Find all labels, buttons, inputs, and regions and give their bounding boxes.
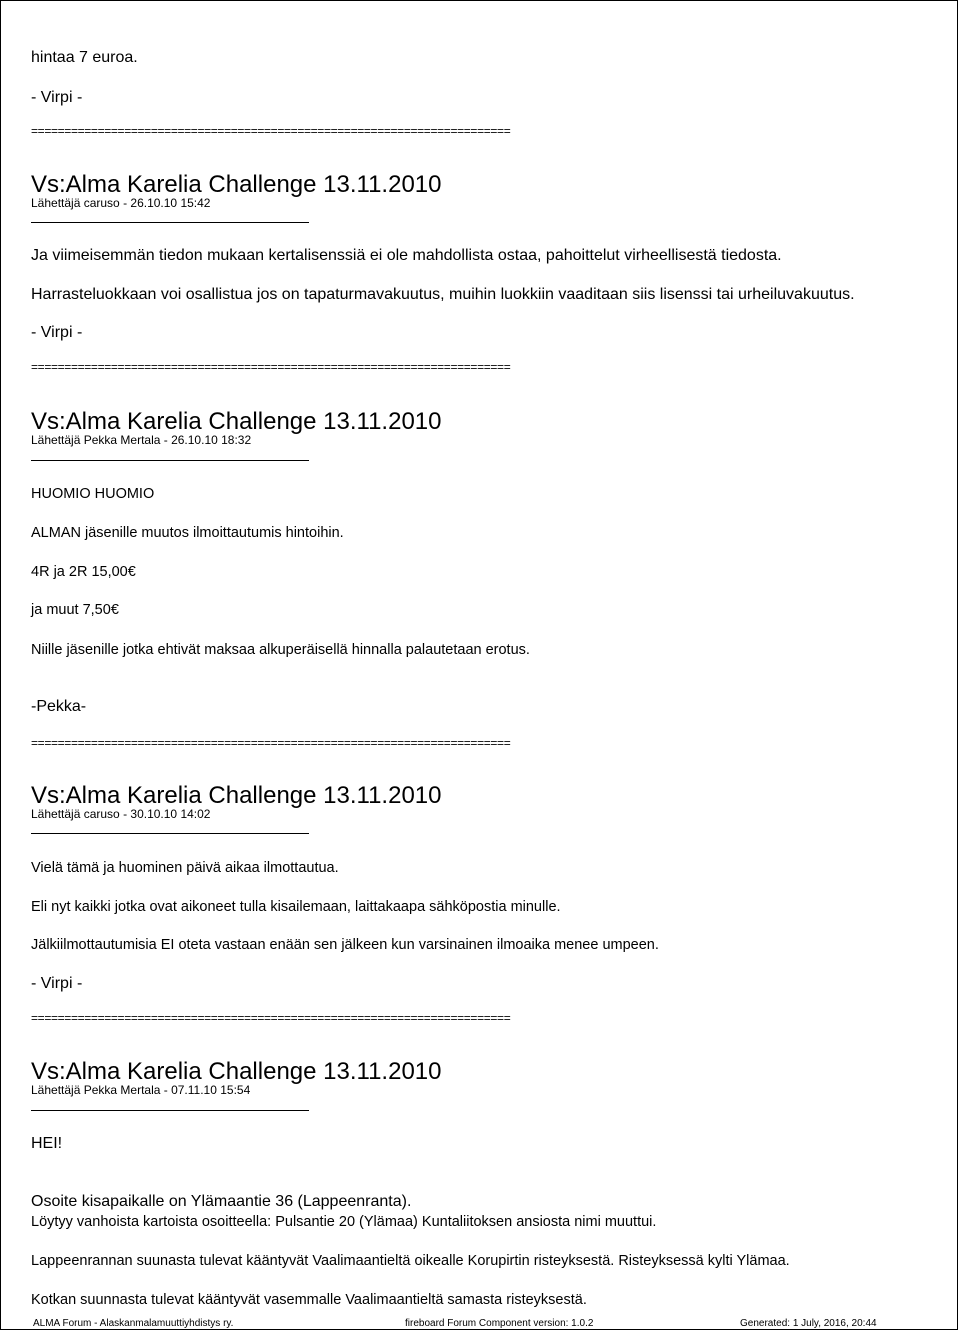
post-line: ja muut 7,50€ xyxy=(31,602,119,618)
post-meta: Lähettäjä Pekka Mertala - 26.10.10 18:32 xyxy=(31,433,252,447)
post-line: 4R ja 2R 15,00€ xyxy=(31,564,136,580)
post-line: Osoite kisapaikalle on Ylämaantie 36 (Lappeenranta). xyxy=(31,1193,412,1210)
footer-generated: Generated: 1 July, 2016, 20:44 xyxy=(740,1318,877,1329)
post-line: Jälkiilmottautumisia EI oteta vastaan enään sen jälkeen kun varsinainen ilmoaika menee umpeen. xyxy=(31,937,659,953)
post-line: Kotkan suunnasta tulevat kääntyvät vasemmalle Vaalimaantieltä samasta risteyksestä. xyxy=(31,1292,587,1308)
post-divider xyxy=(31,460,309,461)
post-line: Eli nyt kaikki jotka ovat aikoneet tulla kisailemaan, laittakaapa sähköpostia minulle. xyxy=(31,899,561,915)
post-divider xyxy=(31,833,309,834)
post-line: Niille jäsenille jotka ehtivät maksaa alkuperäisellä hinnalla palautetaan erotus. xyxy=(31,642,530,658)
post-line: ALMAN jäsenille muutos ilmoittautumis hintoihin. xyxy=(31,525,344,541)
post-line: HUOMIO HUOMIO xyxy=(31,486,155,502)
separator: ======================================================================== xyxy=(31,1011,511,1025)
post-title[interactable]: Vs:Alma Karelia Challenge 13.11.2010 xyxy=(31,408,442,435)
post-meta: Lähettäjä caruso - 26.10.10 15:42 xyxy=(31,196,211,210)
post-line: Harrasteluokkaan voi osallistua jos on tapaturmavakuutus, muihin luokkiin vaaditaan siis lisenssi tai urheiluvakuutus. xyxy=(31,286,855,303)
euro-glyph-icon: € xyxy=(127,564,136,580)
separator: ======================================================================== xyxy=(31,360,511,374)
post-line: Lappeenrannan suunasta tulevat kääntyvät Vaalimaantieltä oikealle Korupirtin risteyksestä. Risteyksessä kylti Ylämaa. xyxy=(31,1253,790,1269)
post-line: Löytyy vanhoista kartoista osoitteella: Pulsantie 20 (Ylämaa) Kuntaliitoksen ansiosta nimi muuttui. xyxy=(31,1214,657,1230)
post-signature: -Pekka- xyxy=(31,698,87,715)
post-line: HEI! xyxy=(31,1135,63,1152)
post-line: Vielä tämä ja huominen päivä aikaa ilmottautua. xyxy=(31,860,339,876)
separator: ======================================================================== xyxy=(31,124,511,138)
post-signature: - Virpi - xyxy=(31,324,83,341)
post-signature: - Virpi - xyxy=(31,975,83,992)
post-line: Ja viimeisemmän tiedon mukaan kertalisenssiä ei ole mahdollista ostaa, pahoittelut virheellisestä tiedosta. xyxy=(31,247,782,264)
post-meta: Lähettäjä Pekka Mertala - 07.11.10 15:54 xyxy=(31,1083,251,1097)
footer-site-name: ALMA Forum - Alaskanmalamuuttiyhdistys ry. xyxy=(33,1318,234,1329)
post-meta: Lähettäjä caruso - 30.10.10 14:02 xyxy=(31,807,211,821)
post-title[interactable]: Vs:Alma Karelia Challenge 13.11.2010 xyxy=(31,171,442,198)
footer-version: fireboard Forum Component version: 1.0.2 xyxy=(405,1318,594,1329)
separator: ======================================================================== xyxy=(31,736,511,750)
intro-signature: - Virpi - xyxy=(31,89,83,106)
intro-text: hintaa 7 euroa. xyxy=(31,49,138,66)
post-title[interactable]: Vs:Alma Karelia Challenge 13.11.2010 xyxy=(31,782,442,809)
post-divider xyxy=(31,222,309,223)
post-divider xyxy=(31,1110,309,1111)
post-title[interactable]: Vs:Alma Karelia Challenge 13.11.2010 xyxy=(31,1058,442,1085)
euro-glyph-icon: € xyxy=(110,602,119,618)
